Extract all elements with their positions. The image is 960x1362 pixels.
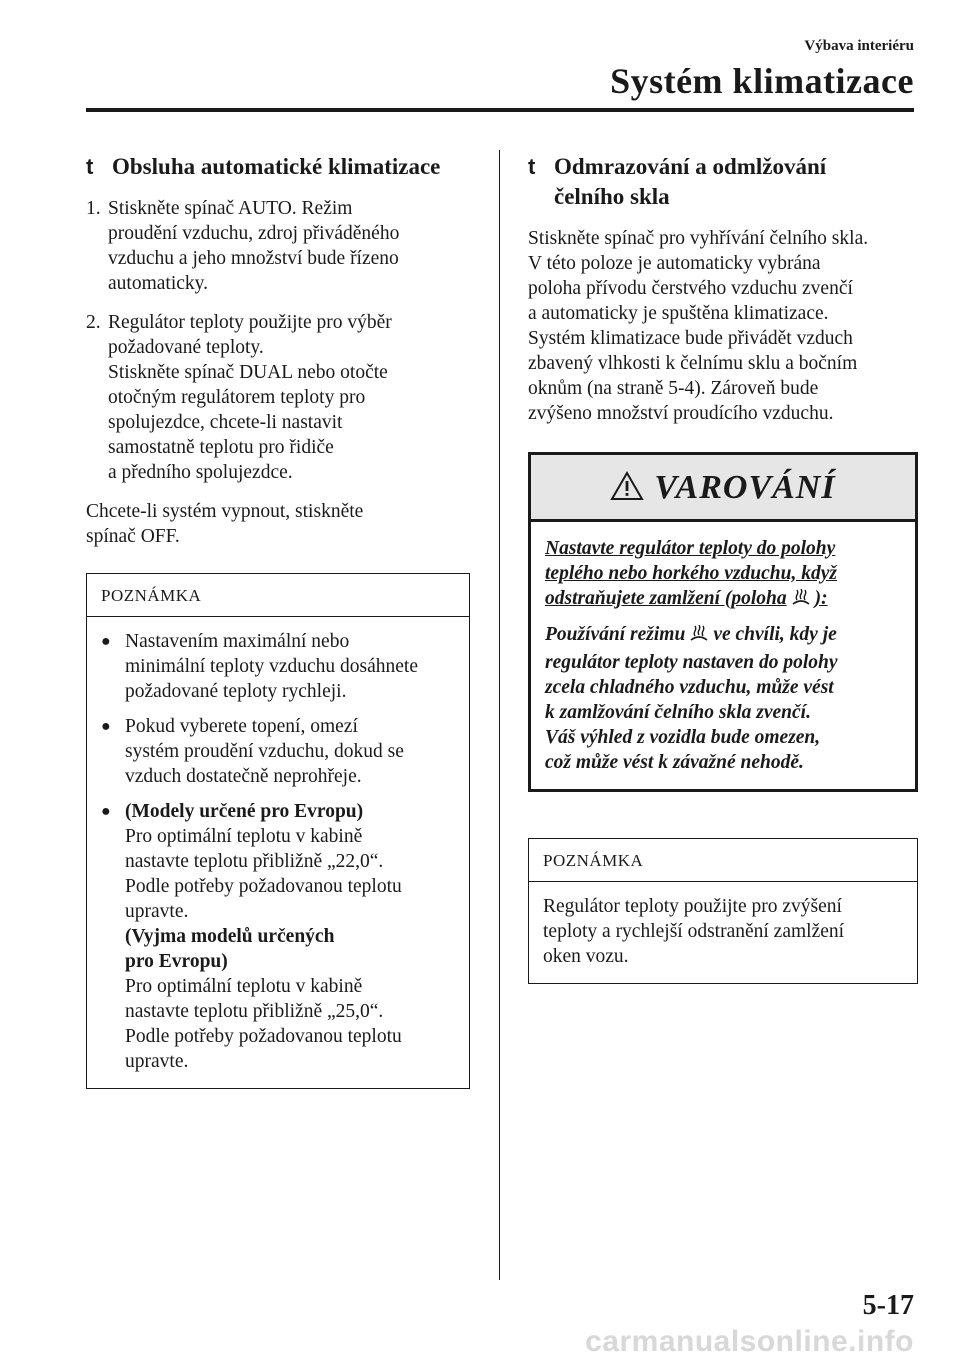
- warning-body: [531, 522, 915, 789]
- line: oken vozu.: [543, 946, 629, 967]
- watermark-text: carmanualsonline.info: [585, 1325, 914, 1358]
- line: regulátor teploty nastaven do polohy: [545, 652, 838, 673]
- column-divider: [499, 150, 500, 1280]
- line: Stiskněte spínač pro vyhřívání čelního skla.: [528, 228, 869, 249]
- note-box-right: [528, 838, 918, 984]
- note-label: POZNÁMKA: [87, 574, 469, 617]
- line: Chcete-li systém vypnout, stiskněte: [86, 501, 364, 522]
- line: [545, 624, 837, 645]
- header-rule: [86, 108, 914, 112]
- bullet-dot: ●: [101, 633, 111, 650]
- section-heading-defrost: [528, 152, 918, 212]
- line: otočným regulátorem teploty pro: [108, 387, 366, 408]
- line: Pro optimální teplotu v kabině: [125, 976, 363, 997]
- line: zcela chladného vzduchu, může vést: [545, 677, 834, 698]
- step-number: 2.: [86, 312, 101, 333]
- step-2: [86, 310, 470, 485]
- step-text: [108, 310, 470, 485]
- warning-title: VAROVÁNÍ: [654, 469, 836, 506]
- line: oknům (na straně 5-4). Zároveň bude: [528, 378, 819, 399]
- windshield-defrost-icon: [791, 589, 811, 614]
- step-1: [86, 196, 470, 296]
- line: Systém klimatizace bude přivádět vzduch: [528, 328, 853, 349]
- note-box-left: [86, 573, 470, 1089]
- line: požadované teploty.: [108, 337, 264, 358]
- left-column: [86, 152, 470, 1089]
- line: teploty a rychlejší odstranění zamlžení: [543, 921, 845, 942]
- line: nastavte teplotu přibližně „22,0“.: [125, 851, 384, 872]
- page-number: 5-17: [862, 1290, 914, 1321]
- line: vzduchu a jeho množství bude řízeno: [108, 248, 399, 269]
- section-heading-text: Obsluha automatické klimatizace: [112, 154, 441, 179]
- defrost-paragraph: [528, 226, 918, 426]
- section-marker: t: [528, 154, 536, 179]
- line: a předního spolujezdce.: [108, 462, 293, 483]
- line: Odmrazování a odmlžování: [554, 154, 827, 179]
- right-column: [528, 152, 918, 984]
- line: minimální teploty vzduchu dosáhnete: [125, 656, 418, 677]
- line: Stiskněte spínač AUTO. Režim: [108, 198, 353, 219]
- line: požadované teploty rychleji.: [125, 681, 347, 702]
- line: čelního skla: [554, 184, 670, 209]
- line: zbavený vlhkosti k čelnímu sklu a bočním: [528, 353, 858, 374]
- note-label: POZNÁMKA: [529, 839, 917, 882]
- section-heading-auto-climate: [86, 152, 470, 182]
- line: zvýšeno množství proudícího vzduchu.: [528, 403, 834, 424]
- line: spínač OFF.: [86, 526, 180, 547]
- line: vzduch dostatečně neprohřeje.: [125, 766, 362, 787]
- bold-line: (Modely určené pro Evropu): [125, 801, 364, 822]
- bold-line: (Vyjma modelů určených: [125, 926, 335, 947]
- line: teplého nebo horkého vzduchu, když: [545, 563, 837, 584]
- warning-box: [528, 452, 918, 792]
- line: upravte.: [125, 901, 189, 922]
- bullet-dot: ●: [101, 718, 111, 735]
- line: a automaticky je spuštěna klimatizace.: [528, 303, 829, 324]
- note-bullet: [101, 629, 455, 704]
- text: ):: [814, 588, 828, 609]
- warning-triangle-icon: [610, 471, 644, 506]
- line: Podle potřeby požadovanou teplotu: [125, 1026, 402, 1047]
- line: což může vést k závažné nehodě.: [545, 752, 804, 773]
- line: Stiskněte spínač DUAL nebo otočte: [108, 362, 388, 383]
- section-marker: t: [86, 154, 94, 179]
- text: Používání režimu: [545, 624, 686, 645]
- section-heading-text: [554, 152, 918, 212]
- line: k zamlžování čelního skla zvenčí.: [545, 702, 811, 723]
- line: Nastavte regulátor teploty do polohy: [545, 538, 836, 559]
- line: upravte.: [125, 1051, 189, 1072]
- header-section: Výbava interiéru: [804, 38, 914, 54]
- line: Nastavením maximální nebo: [125, 631, 350, 652]
- line: nastavte teplotu přibližně „25,0“.: [125, 1001, 384, 1022]
- line: Pokud vyberete topení, omezí: [125, 716, 358, 737]
- line: proudění vzduchu, zdroj přiváděného: [108, 223, 400, 244]
- line: Pro optimální teplotu v kabině: [125, 826, 363, 847]
- page-title: Systém klimatizace: [610, 61, 914, 101]
- line: spolujezdce, chcete-li nastavit: [108, 412, 343, 433]
- line: [545, 588, 828, 609]
- bullet-dot: ●: [101, 803, 111, 820]
- line: Regulátor teploty použijte pro výběr: [108, 312, 392, 333]
- line: automaticky.: [108, 273, 208, 294]
- windshield-defrost-icon: [689, 625, 709, 650]
- line: poloha přívodu čerstvého vzduchu zvenčí: [528, 278, 853, 299]
- text: odstraňujete zamlžení (poloha: [545, 588, 787, 609]
- warning-header: [531, 455, 915, 522]
- line: Podle potřeby požadovanou teplotu: [125, 876, 402, 897]
- note-bullet: [101, 799, 455, 1074]
- text: ve chvíli, kdy je: [713, 624, 837, 645]
- note-bullet: [101, 714, 455, 789]
- line: Regulátor teploty použijte pro zvýšení: [543, 896, 842, 917]
- step-text: [108, 196, 470, 296]
- off-paragraph: [86, 499, 470, 549]
- line: Váš výhled z vozidla bude omezen,: [545, 727, 821, 748]
- line: V této poloze je automaticky vybrána: [528, 253, 821, 274]
- line: samostatně teplotu pro řidiče: [108, 437, 334, 458]
- line: systém proudění vzduchu, dokud se: [125, 741, 404, 762]
- bold-line: pro Evropu): [125, 951, 228, 972]
- step-number: 1.: [86, 198, 101, 219]
